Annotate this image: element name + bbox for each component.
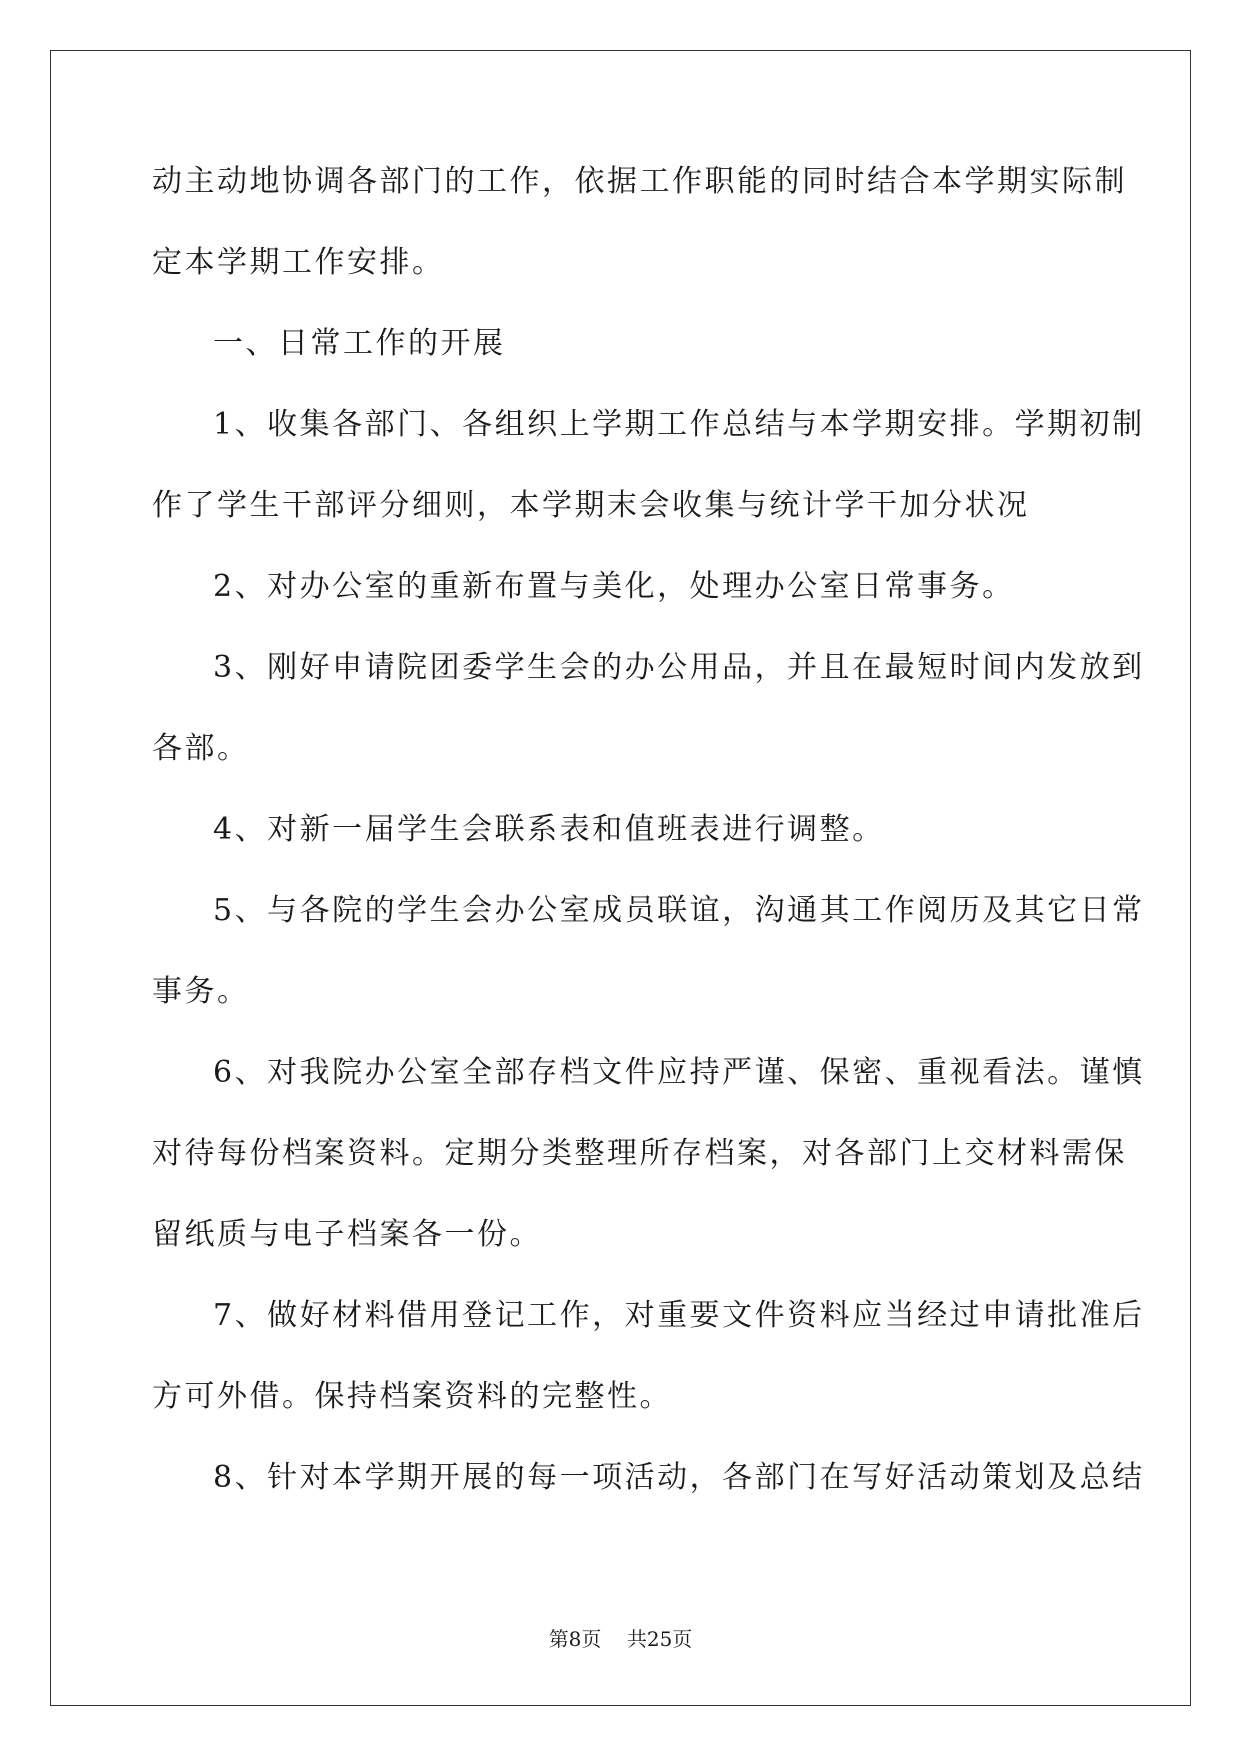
- page-footer: [0, 1626, 1241, 1652]
- paragraph-line: 3、刚好申请院团委学生会的办公用品，并且在最短时间内发放到: [213, 650, 1145, 685]
- paragraph-line: 事务。: [152, 974, 250, 1009]
- paragraph-line: 2、对办公室的重新布置与美化，处理办公室日常事务。: [213, 569, 1015, 604]
- paragraph-line: 各部。: [152, 731, 250, 766]
- paragraph-line: 5、与各院的学生会办公室成员联谊，沟通其工作阅历及其它日常: [213, 893, 1145, 928]
- paragraph-line: 留纸质与电子档案各一份。: [152, 1217, 542, 1252]
- paragraph-line: 6、对我院办公室全部存档文件应持严谨、保密、重视看法。谨慎: [213, 1055, 1145, 1090]
- paragraph-line: 定本学期工作安排。: [152, 245, 445, 280]
- paragraph-line: 4、对新一届学生会联系表和值班表进行调整。: [213, 812, 885, 847]
- section-heading: 一、日常工作的开展: [213, 326, 506, 361]
- paragraph-line: 7、做好材料借用登记工作，对重要文件资料应当经过申请批准后: [213, 1298, 1145, 1333]
- paragraph-line: 对待每份档案资料。定期分类整理所存档案，对各部门上交材料需保: [152, 1136, 1127, 1171]
- paragraph-line: 方可外借。保持档案资料的完整性。: [152, 1379, 672, 1414]
- page-total: 共25页: [626, 1627, 693, 1651]
- page-number: 第8页: [548, 1627, 602, 1651]
- paragraph-line: 作了学生干部评分细则，本学期末会收集与统计学干加分状况: [152, 488, 1030, 523]
- paragraph-line: 1、收集各部门、各组织上学期工作总结与本学期安排。学期初制: [213, 407, 1145, 442]
- paragraph-line: 动主动地协调各部门的工作，依据工作职能的同时结合本学期实际制: [152, 164, 1127, 199]
- paragraph-line: 8、针对本学期开展的每一项活动，各部门在写好活动策划及总结: [213, 1460, 1145, 1495]
